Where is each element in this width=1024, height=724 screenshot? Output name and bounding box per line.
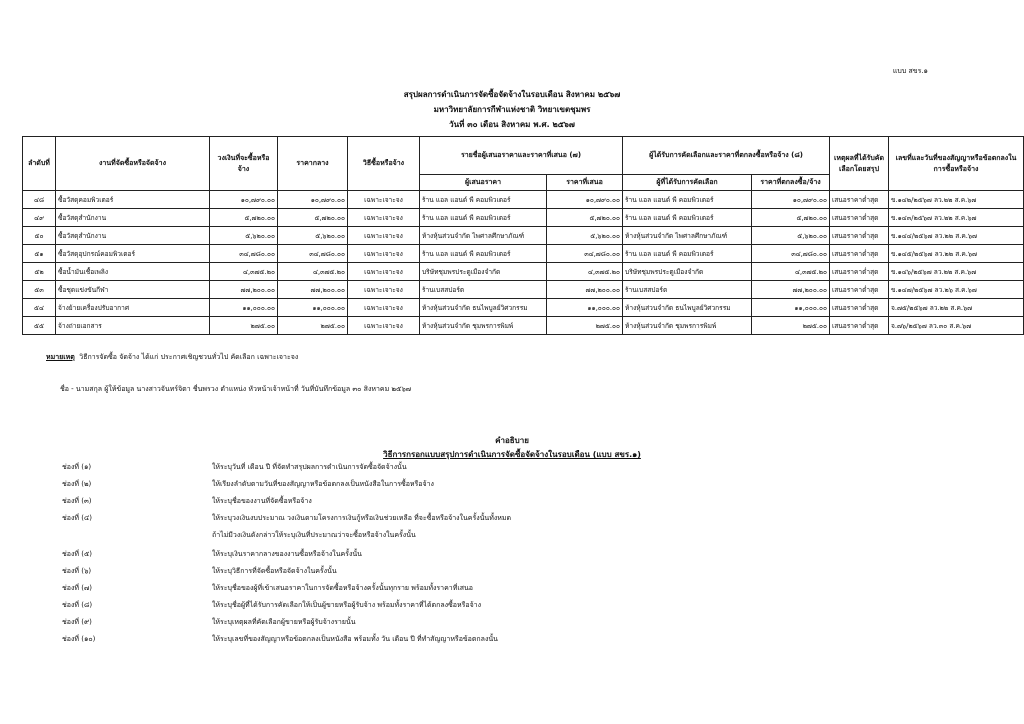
row-no: ๔๙: [23, 209, 56, 227]
row-median: ๓๔,๗๘๐.๐๐: [278, 245, 348, 263]
row-budget: ๑๑,๐๐๐.๐๐: [210, 299, 278, 317]
note-label: หมายเหตุ: [46, 353, 75, 361]
table-row: [23, 263, 1024, 281]
row-winner: ร้าน แอล แอนด์ พี คอมพิวเตอร์: [623, 245, 752, 263]
row-no: ๕๒: [23, 263, 56, 281]
explanation-slot: ช่องที่ (๑๐): [62, 635, 96, 643]
row-median: ๑๐,๗๙๐.๐๐: [278, 191, 348, 209]
col-header-selected: ผู้ได้รับการคัดเลือกและราคาที่ตกลงซื้อหรือจ้าง (๘): [623, 137, 830, 175]
report-title: สรุปผลการดำเนินการจัดซื้อจัดจ้างในรอบเดือน สิงหาคม ๒๕๖๗: [403, 90, 621, 99]
row-bid: ๕,๗๒๐.๐๐: [547, 209, 623, 227]
row-median: ๗๗,๒๐๐.๐๐: [278, 281, 348, 299]
row-winner: ร้าน แอล แอนด์ พี คอมพิวเตอร์: [623, 191, 752, 209]
row-contract: ข.๑๔๖/๒๕๖๗ ลว.๒๒ ส.ค.๖๗: [889, 263, 1024, 281]
row-bidder: ห้างหุ้นส่วนจำกัด ธนไพบูลย์วิศวกรรม: [420, 299, 547, 317]
explanation-slot: ช่องที่ (๘): [62, 601, 93, 609]
row-budget: ๗๗,๒๐๐.๐๐: [210, 281, 278, 299]
row-price: ๗๗,๒๐๐.๐๐: [752, 281, 830, 299]
row-contract: จ.๗๕/๒๕๖๗ ลว.๒๒ ส.ค.๖๗: [889, 299, 1024, 317]
row-price: ๔,๓๗๕.๒๐: [752, 263, 830, 281]
row-method: เฉพาะเจาะจง: [348, 227, 420, 245]
row-bid: ๕,๖๒๐.๐๐: [547, 227, 623, 245]
col-header-item: งานที่จัดซื้อหรือจัดจ้าง: [56, 137, 210, 191]
row-budget: ๒๗๕.๐๐: [210, 317, 278, 335]
row-bidder: บริษัทชุมพรประตูเมืองจำกัด: [420, 263, 547, 281]
row-price: ๕,๗๒๐.๐๐: [752, 209, 830, 227]
row-median: ๔,๓๗๕.๒๐: [278, 263, 348, 281]
row-price: ๕,๖๒๐.๐๐: [752, 227, 830, 245]
explanation-slot: ช่องที่ (๕): [62, 550, 92, 558]
table-row: [23, 245, 1024, 263]
row-contract: ข.๑๔๒/๒๕๖๗ ลว.๒๒ ส.ค.๖๗: [889, 191, 1024, 209]
row-budget: ๕,๗๒๐.๐๐: [210, 209, 278, 227]
row-item: ซื้อน้ำมันเชื้อเพลิง: [56, 263, 210, 281]
note: [46, 352, 298, 363]
explanation-desc: ให้ระบุชื่อของงานที่จัดซื้อหรือจ้าง: [212, 497, 312, 505]
row-method: เฉพาะเจาะจง: [348, 263, 420, 281]
explanation-desc: ให้ระบุชื่อผู้ที่ได้รับการคัดเลือกให้เป็นผู้ขายหรือผู้รับจ้าง พร้อมทั้งราคาที่ได้ตกลงซื้อหรือจ้าง: [212, 601, 482, 609]
table-row: [23, 227, 1024, 245]
row-winner: บริษัทชุมพรประตูเมืองจำกัด: [623, 263, 752, 281]
table-row: [23, 299, 1024, 317]
procurement-table: [22, 136, 1024, 335]
row-bid: ๗๗,๒๐๐.๐๐: [547, 281, 623, 299]
row-budget: ๔,๓๗๕.๒๐: [210, 263, 278, 281]
col-header-bidder-name: ผู้เสนอราคา: [420, 175, 547, 191]
row-item: จ้างถ่ายเอกสาร: [56, 317, 210, 335]
row-reason: เสนอราคาต่ำสุด: [830, 191, 889, 209]
explanation-desc: ให้ระบุเงินราคากลางของงานซื้อหรือจ้างในครั้งนั้น: [212, 550, 362, 558]
row-no: ๕๑: [23, 245, 56, 263]
explanation-desc: ให้เรียงลำดับตามวันที่ของสัญญาหรือข้อตกลงเป็นหนังสือในการซื้อหรือจ้าง: [212, 480, 434, 488]
row-bidder: ร้าน แอล แอนด์ พี คอมพิวเตอร์: [420, 245, 547, 263]
row-item: ซื้อวัสดุสำนักงาน: [56, 209, 210, 227]
explanation-slot: ช่องที่ (๔): [62, 514, 92, 522]
explanation-desc: ให้ระบุวงเงินงบประมาณ วงเงินตามโครงการเงินกู้หรือเงินช่วยเหลือ ที่จะซื้อหรือจ้างในครั้งนั้นทั้งหมด: [212, 514, 512, 522]
row-reason: เสนอราคาต่ำสุด: [830, 281, 889, 299]
explanation-slot: ช่องที่ (๗): [62, 584, 92, 592]
row-reason: เสนอราคาต่ำสุด: [830, 263, 889, 281]
table-row: [23, 317, 1024, 335]
note-text: วิธีการจัดซื้อ จัดจ้าง ได้แก่ ประกาศเชิญชวนทั่วไป คัดเลือก เฉพาะเจาะจง: [79, 353, 299, 361]
row-reason: เสนอราคาต่ำสุด: [830, 245, 889, 263]
explanation-desc: ถ้าไม่มีวงเงินดังกล่าวให้ระบุเงินที่ประมาณว่าจะซื้อหรือจ้างในครั้งนั้น: [212, 531, 416, 539]
row-bidder: ห้างหุ้นส่วนจำกัด ไพศาลศึกษาภัณฑ์: [420, 227, 547, 245]
explanation-desc: ให้ระบุชื่อของผู้ที่เข้าเสนอราคาในการจัดซื้อหรือจ้างครั้งนั้นทุกราย พร้อมทั้งราคาที่เสนอ: [212, 584, 473, 592]
row-bidder: ร้านเบสสปอร์ต: [420, 281, 547, 299]
explanation-slot: ช่องที่ (๑): [62, 463, 92, 471]
row-price: ๒๗๕.๐๐: [752, 317, 830, 335]
explanation-title: คำอธิบาย: [495, 436, 529, 445]
table-row: [23, 209, 1024, 227]
row-price: ๑๑,๐๐๐.๐๐: [752, 299, 830, 317]
report-date: วันที่ ๓๐ เดือน สิงหาคม พ.ศ. ๒๕๖๗: [449, 120, 575, 129]
row-winner: ห้างหุ้นส่วนจำกัด ธนไพบูลย์วิศวกรรม: [623, 299, 752, 317]
row-budget: ๓๔,๗๘๐.๐๐: [210, 245, 278, 263]
explanation-desc: ให้ระบุเหตุผลที่คัดเลือกผู้ขายหรือผู้รับจ้างรายนั้น: [212, 618, 356, 626]
table-row: [23, 281, 1024, 299]
row-method: เฉพาะเจาะจง: [348, 191, 420, 209]
row-method: เฉพาะเจาะจง: [348, 245, 420, 263]
row-bidder: ร้าน แอล แอนด์ พี คอมพิวเตอร์: [420, 191, 547, 209]
row-winner: ห้างหุ้นส่วนจำกัด ไพศาลศึกษาภัณฑ์: [623, 227, 752, 245]
row-method: เฉพาะเจาะจง: [348, 317, 420, 335]
row-contract: ข.๑๔๕/๒๕๖๗ ลว.๒๒ ส.ค.๖๗: [889, 245, 1024, 263]
recorder-info: ชื่อ - นามสกุล ผู้ให้ข้อมูล นางสาวจันทร์จิตา ชื่นพรวง ตำแหน่ง หัวหน้าเจ้าหน้าที่ วันที่บันทึกข้อมูล ๓๐ สิงหาคม ๒๕๖๗: [60, 385, 412, 393]
row-item: จ้างย้ายเครื่องปรับอากาศ: [56, 299, 210, 317]
explanation-desc: ให้ระบุวิธีการที่จัดซื้อหรือจัดจ้างในครั้งนั้น: [212, 567, 337, 575]
explanation-slot: ช่องที่ (๒): [62, 480, 92, 488]
university-name: มหาวิทยาลัยการกีฬาแห่งชาติ วิทยาเขตชุมพร: [433, 105, 591, 114]
row-no: ๕๓: [23, 281, 56, 299]
row-contract: จ.๗๖/๒๕๖๗ ลว.๓๐ ส.ค.๖๗: [889, 317, 1024, 335]
row-winner: ร้านเบสสปอร์ต: [623, 281, 752, 299]
form-code: แบบ สขร.๑: [892, 67, 928, 75]
row-bidder: ร้าน แอล แอนด์ พี คอมพิวเตอร์: [420, 209, 547, 227]
row-price: ๑๐,๗๙๐.๐๐: [752, 191, 830, 209]
row-bid: ๔,๓๗๕.๒๐: [547, 263, 623, 281]
row-reason: เสนอราคาต่ำสุด: [830, 317, 889, 335]
explanation-desc: ให้ระบุเลขที่ของสัญญาหรือข้อตกลงเป็นหนังสือ พร้อมทั้ง วัน เดือน ปี ที่ทำสัญญาหรือข้อตกลงนั้น: [212, 635, 498, 643]
row-bidder: ห้างหุ้นส่วนจำกัด ชุมพรการพิมพ์: [420, 317, 547, 335]
row-method: เฉพาะเจาะจง: [348, 209, 420, 227]
row-item: ซื้อวัสดุอุปกรณ์คอมพิวเตอร์: [56, 245, 210, 263]
row-price: ๓๔,๗๘๐.๐๐: [752, 245, 830, 263]
row-method: เฉพาะเจาะจง: [348, 299, 420, 317]
col-header-agreed-price: ราคาที่ตกลงซื้อ/จ้าง: [752, 175, 830, 191]
col-header-contract: เลขที่และวันที่ของสัญญาหรือข้อตกลงในการซื้อหรือจ้าง: [889, 137, 1024, 191]
row-bid: ๑๑,๐๐๐.๐๐: [547, 299, 623, 317]
row-bid: ๓๔,๗๘๐.๐๐: [547, 245, 623, 263]
row-reason: เสนอราคาต่ำสุด: [830, 227, 889, 245]
row-method: เฉพาะเจาะจง: [348, 281, 420, 299]
col-header-no: ลำดับที่: [23, 137, 56, 191]
row-winner: ห้างหุ้นส่วนจำกัด ชุมพรการพิมพ์: [623, 317, 752, 335]
row-budget: ๕,๖๒๐.๐๐: [210, 227, 278, 245]
row-median: ๕,๖๒๐.๐๐: [278, 227, 348, 245]
table-row: [23, 191, 1024, 209]
col-header-reason: เหตุผลที่ได้รับคัดเลือกโดยสรุป: [830, 137, 889, 191]
col-header-budget: วงเงินที่จะซื้อหรือจ้าง: [210, 137, 278, 191]
col-header-selected-name: ผู้ที่ได้รับการคัดเลือก: [623, 175, 752, 191]
row-median: ๑๑,๐๐๐.๐๐: [278, 299, 348, 317]
col-header-bidders: รายชื่อผู้เสนอราคาและราคาที่เสนอ (๗): [420, 137, 623, 175]
explanation-desc: ให้ระบุวันที่ เดือน ปี ที่จัดทำสรุปผลการดำเนินการจัดซื้อจัดจ้างนั้น: [212, 463, 407, 471]
row-item: ซื้อวัสดุสำนักงาน: [56, 227, 210, 245]
row-contract: ข.๑๔๔/๒๕๖๗ ลว.๒๒ ส.ค.๖๗: [889, 227, 1024, 245]
col-header-median: ราคากลาง: [278, 137, 348, 191]
row-median: ๕,๗๒๐.๐๐: [278, 209, 348, 227]
row-contract: ข.๑๔๗/๒๕๖๗ ลว.๒๖ ส.ค.๖๗: [889, 281, 1024, 299]
row-winner: ร้าน แอล แอนด์ พี คอมพิวเตอร์: [623, 209, 752, 227]
row-no: ๔๘: [23, 191, 56, 209]
row-contract: ข.๑๔๓/๒๕๖๗ ลว.๒๒ ส.ค.๖๗: [889, 209, 1024, 227]
row-bid: ๑๐,๗๙๐.๐๐: [547, 191, 623, 209]
explanation-subtitle: วิธีการกรอกแบบสรุปการดำเนินการจัดซื้อจัดจ้างในรอบเดือน (แบบ สขร.๑): [383, 450, 641, 459]
row-no: ๕๐: [23, 227, 56, 245]
row-reason: เสนอราคาต่ำสุด: [830, 299, 889, 317]
explanation-slot: ช่องที่ (๙): [62, 618, 92, 626]
row-reason: เสนอราคาต่ำสุด: [830, 209, 889, 227]
row-item: ซื้อชุดแข่งขันกีฬา: [56, 281, 210, 299]
row-bid: ๒๗๕.๐๐: [547, 317, 623, 335]
row-budget: ๑๐,๗๙๐.๐๐: [210, 191, 278, 209]
col-header-method: วิธีซื้อหรือจ้าง: [348, 137, 420, 191]
col-header-bidder-price: ราคาที่เสนอ: [547, 175, 623, 191]
explanation-slot: ช่องที่ (๖): [62, 567, 92, 575]
row-median: ๒๗๕.๐๐: [278, 317, 348, 335]
row-no: ๕๕: [23, 317, 56, 335]
explanation-slot: ช่องที่ (๓): [62, 497, 92, 505]
row-no: ๕๔: [23, 299, 56, 317]
row-item: ซื้อวัสดุคอมพิวเตอร์: [56, 191, 210, 209]
